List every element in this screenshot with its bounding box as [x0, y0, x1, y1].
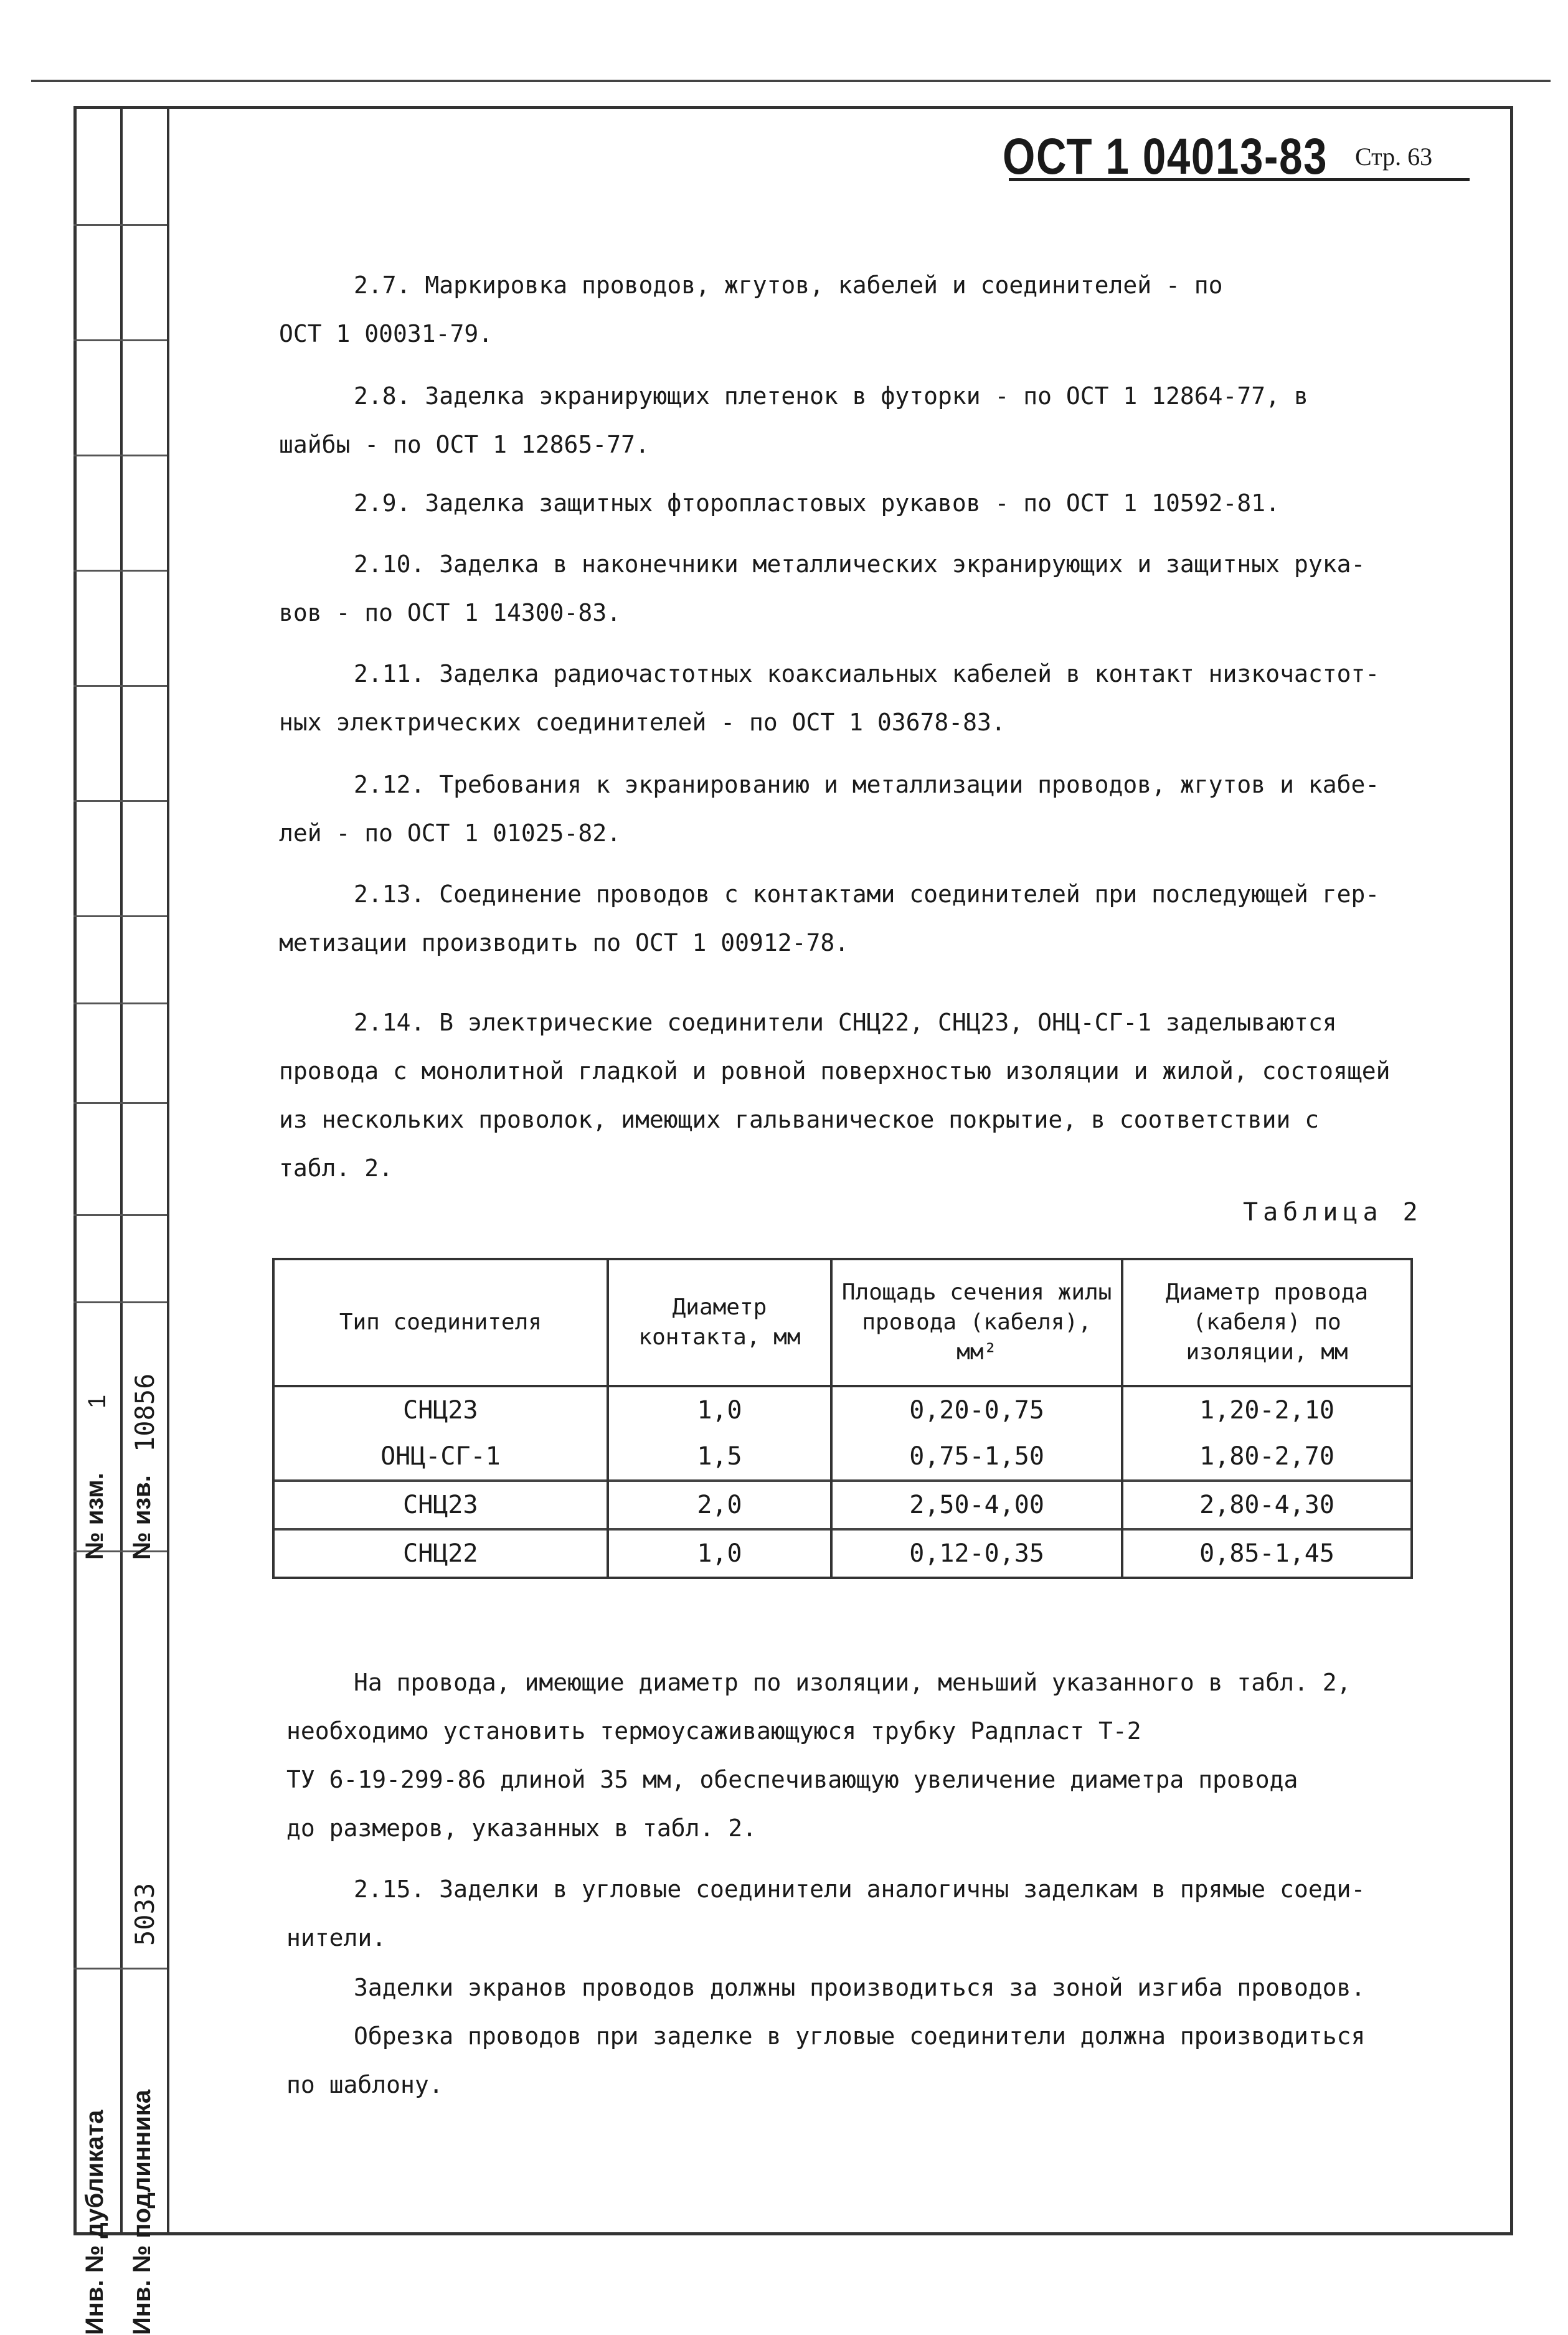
- stamp-line: [73, 915, 167, 917]
- table-cell: 1,0: [608, 1529, 831, 1578]
- stamp-line: [73, 1214, 167, 1216]
- stamp-dubl-value: 5033: [130, 1882, 160, 1946]
- stamp-column-left: [73, 106, 123, 2235]
- stamp-line: [73, 1301, 167, 1303]
- text-line: лей - по ОСТ 1 01025-82.: [279, 819, 621, 847]
- stamp-line: [73, 1002, 167, 1004]
- text-line: На провода, имеющие диаметр по изоляции, меньший указанного в табл. 2,: [354, 1669, 1351, 1696]
- table-header-cell: Тип соединителя: [273, 1259, 608, 1386]
- text-line: по шаблону.: [286, 2071, 443, 2098]
- stamp-dubl-label: Инв. № дубликата: [81, 2110, 108, 2335]
- text-line: метизации производить по ОСТ 1 00912-78.: [279, 929, 849, 956]
- table-cell: 1,5: [608, 1433, 831, 1481]
- text-line: до размеров, указанных в табл. 2.: [286, 1814, 757, 1842]
- stamp-izv-value: 10856: [130, 1373, 160, 1452]
- table-cell: 2,50-4,00: [831, 1481, 1122, 1529]
- table-cell: 2,80-4,30: [1122, 1481, 1412, 1529]
- text-line: табл. 2.: [279, 1154, 394, 1182]
- text-line: Обрезка проводов при заделке в угловые соединители должна производиться: [354, 2022, 1366, 2050]
- table-header-cell: Диаметр провода (кабеля) по изоляции, мм: [1122, 1259, 1412, 1386]
- stamp-izm-label: № изм.: [81, 1473, 108, 1560]
- text-line: вов - по ОСТ 1 14300-83.: [279, 599, 621, 626]
- text-line: 2.8. Заделка экранирующих плетенок в футорки - по ОСТ 1 12864-77, в: [354, 382, 1308, 410]
- text-line: необходимо установить термоусаживающуюся трубку Радпласт Т-2: [286, 1717, 1141, 1745]
- stamp-izv-label: № изв.: [128, 1475, 156, 1560]
- stamp-line: [73, 339, 167, 341]
- text-line: ТУ 6-19-299-86 длиной 35 мм, обеспечивающую увеличение диаметра провода: [286, 1766, 1298, 1793]
- table-row: [273, 1386, 1412, 1433]
- connector-table: [272, 1258, 1413, 1579]
- stamp-izm-value: 1: [83, 1394, 111, 1408]
- text-line: 2.9. Заделка защитных фторопластовых рукавов - по ОСТ 1 10592-81.: [354, 489, 1280, 517]
- stamp-line: [73, 685, 167, 687]
- table-cell: 2,0: [608, 1481, 831, 1529]
- table-cell: 0,12-0,35: [831, 1529, 1122, 1578]
- stamp-strip: [73, 106, 167, 2335]
- text-line: из нескольких проволок, имеющих гальваническое покрытие, в соответствии с: [279, 1106, 1320, 1133]
- stamp-line: [73, 570, 167, 572]
- document-title: ОСТ 1 04013-83: [1003, 128, 1328, 185]
- text-line: 2.7. Маркировка проводов, жгутов, кабелей и соединителей - по: [354, 271, 1223, 299]
- text-line: Заделки экранов проводов должны производиться за зоной изгиба проводов.: [354, 1974, 1366, 2001]
- text-line: 2.13. Соединение проводов с контактами соединителей при последующей гер-: [354, 880, 1380, 908]
- table-cell: 0,20-0,75: [831, 1386, 1122, 1433]
- text-line: 2.10. Заделка в наконечники металлических экранирующих и защитных рука-: [354, 550, 1366, 578]
- table-cell: СНЦ22: [273, 1529, 608, 1578]
- stamp-podl-label: Инв. № подлинника: [128, 2089, 156, 2335]
- text-line: 2.15. Заделки в угловые соединители аналогичны заделкам в прямые соеди-: [354, 1875, 1366, 1903]
- top-border-line: [31, 80, 1551, 82]
- table-header-cell: Площадь сечения жилы провода (кабеля), мм²: [831, 1259, 1122, 1386]
- table-cell: 0,75-1,50: [831, 1433, 1122, 1481]
- text-line: шайбы - по ОСТ 1 12865-77.: [279, 431, 649, 458]
- table-header-cell: Диаметр контакта, мм: [608, 1259, 831, 1386]
- text-line: ОСТ 1 00031-79.: [279, 320, 493, 347]
- table-row: [273, 1481, 1412, 1529]
- table-row: [273, 1529, 1412, 1578]
- table-cell: ОНЦ-СГ-1: [273, 1433, 608, 1481]
- table-caption: Таблица 2: [1243, 1198, 1423, 1227]
- text-line: нители.: [286, 1924, 387, 1951]
- text-line: 2.11. Заделка радиочастотных коаксиальных кабелей в контакт низкочастот-: [354, 660, 1380, 687]
- stamp-line: [73, 800, 167, 802]
- table-header-row: [273, 1259, 1412, 1386]
- table-cell: СНЦ23: [273, 1386, 608, 1433]
- table-cell: 1,20-2,10: [1122, 1386, 1412, 1433]
- header-underline: [1009, 178, 1470, 181]
- table-cell: СНЦ23: [273, 1481, 608, 1529]
- text-line: 2.14. В электрические соединители СНЦ22, СНЦ23, ОНЦ-СГ-1 заделываются: [354, 1009, 1337, 1036]
- table-cell: 0,85-1,45: [1122, 1529, 1412, 1578]
- table-cell: 1,0: [608, 1386, 831, 1433]
- page-number: Стр. 63: [1355, 143, 1433, 171]
- text-line: провода с монолитной гладкой и ровной поверхностью изоляции и жилой, состоящей: [279, 1057, 1391, 1085]
- stamp-line: [73, 1968, 167, 1969]
- stamp-line: [73, 224, 167, 226]
- table-row: [273, 1433, 1412, 1481]
- table-cell: 1,80-2,70: [1122, 1433, 1412, 1481]
- text-line: 2.12. Требования к экранированию и металлизации проводов, жгутов и кабе-: [354, 771, 1380, 798]
- text-line: ных электрических соединителей - по ОСТ 1 03678-83.: [279, 709, 1006, 736]
- stamp-line: [73, 455, 167, 456]
- stamp-line: [73, 1102, 167, 1104]
